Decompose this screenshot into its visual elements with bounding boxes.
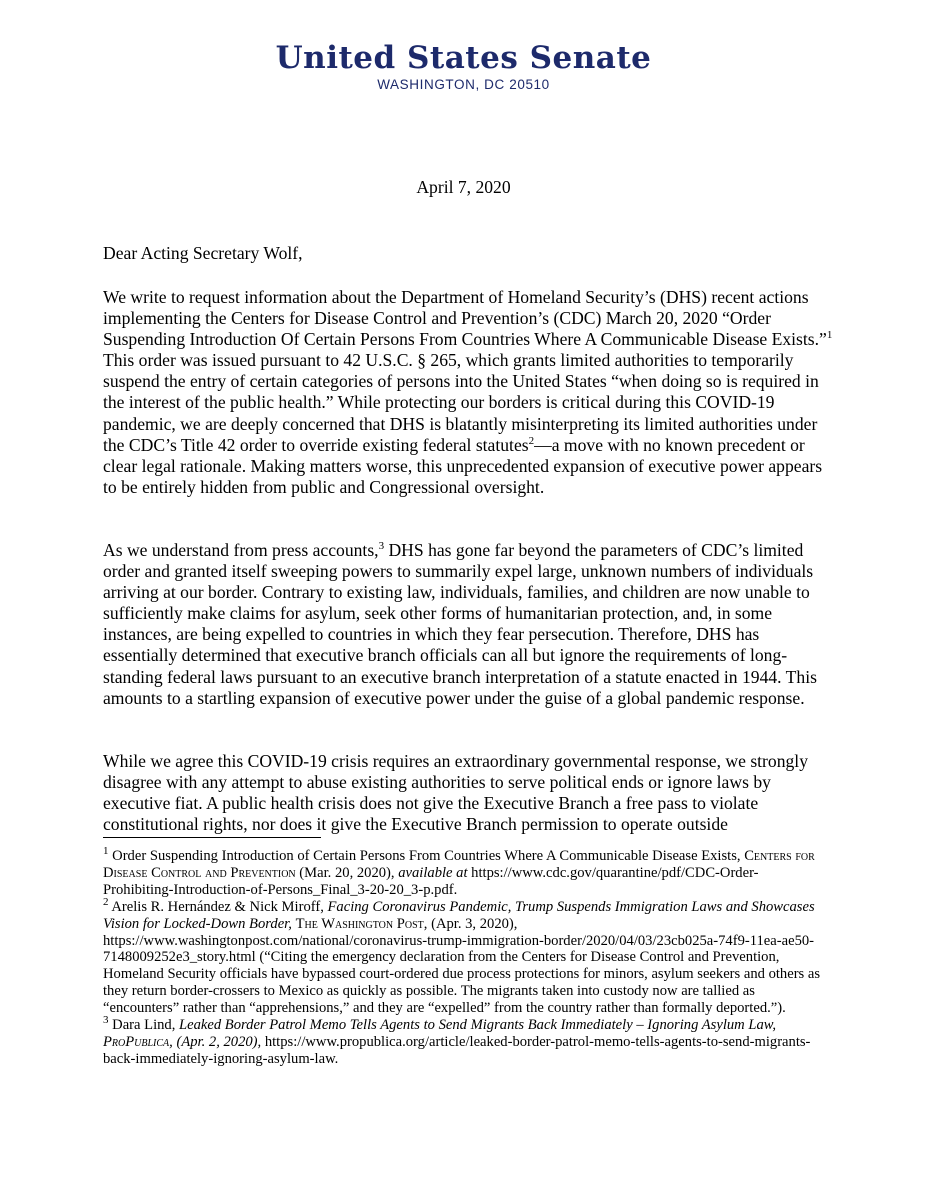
footnote-2 (103, 895, 823, 1017)
footnote-url: https://www.propublica.org/article/leaked-border-patrol-memo-tells-agents-to-send-migrants-back-immediately-ignoring-asylum-law. (103, 1033, 811, 1067)
footnote-text: Dara Lind, (108, 1017, 180, 1034)
footnotes (103, 845, 823, 1068)
footnote-3 (103, 1014, 823, 1068)
footnote-ref-1: 1 (826, 329, 833, 342)
footnote-source: ProPublica (103, 1033, 170, 1050)
footnote-text: Order Suspending Introduction of Certain Persons From Countries Where A Communicable Disease Exists, (108, 848, 745, 864)
paragraph-2-text-b: DHS has gone far beyond the parameters of CDC’s limited order and granted itself sweeping powers to summarily expel large, unknown numbers of individuals arriving at our border. Contrary to existing law, individuals, families, and children are now unable to sufficiently make claims for asylum, seek other forms of humanitarian protection, and, in some instances, are being expelled to countries in which they fear persecution. Therefore, DHS has essentially determined that executive branch officials can all but ignore the requirements of long-standing federal laws pursuant to an executive branch interpretation of a statute enacted in 1944. This amounts to a startling expansion of executive power under the guise of a global pandemic response. (103, 540, 817, 708)
footnote-divider (103, 837, 321, 838)
paragraph-3: While we agree this COVID-19 crisis requires an extraordinary governmental response, we strongly disagree with any attempt to abuse existing authorities to serve political ends or ignore laws by executive fiat. A public health crisis does not give the Executive Branch a free pass to violate constitutional rights, nor does it give the Executive Branch permission to operate outside (103, 751, 808, 835)
footnote-text: Arelis R. Hernández & Nick Miroff, (108, 898, 328, 915)
letterhead-address: WASHINGTON, DC 20510 (377, 77, 550, 92)
letterhead-title: United States Senate (275, 40, 652, 76)
footnote-text: , (Apr. 3, 2020), https://www.washingtonpost.com/national/coronavirus-trump-immigration-border/2020/04/03/23cb025a-74f9-11ea-ae50-7148009252e3_story.html (“Citing the emergency declaration from the Centers for Disease Control and Prevention, Homeland Security officials have bypassed court-ordered due process protections for minors, asylum seekers and others as they return border-crossers to Mexico as quickly as possible. The migrants taken into custody now are tallied as “encounters” rather than “apprehensions,” and they are “expelled” from the country rather than formally deported.”). (103, 915, 821, 1017)
letter-date: April 7, 2020 (416, 177, 511, 197)
footnote-url: https://www.cdc.gov/quarantine/pdf/CDC-Order-Prohibiting-Introduction-of-Persons_Final_3-20-20_3-p.pdf. (103, 864, 759, 898)
paragraph-1-text-a: We write to request information about the Department of Homeland Security’s (DHS) recent actions implementing the Centers for Disease Control and Prevention’s (CDC) March 20, 2020 “Order Suspending Introduction Of Certain Persons From Countries Where A Communicable Disease Exists.” (103, 287, 827, 350)
footnote-number: 2 (103, 895, 109, 908)
footnote-italic: Leaked Border Patrol Memo Tells Agents to Send Migrants Back Immediately – Ignoring Asylum Law, (179, 1017, 777, 1034)
footnote-number: 1 (103, 845, 109, 858)
footnote-source: Centers for Disease Control and Prevention (103, 848, 815, 881)
footnote-source: The Washington Post (295, 915, 424, 932)
salutation: Dear Acting Secretary Wolf, (103, 243, 303, 263)
footnote-1 (103, 845, 823, 899)
paragraph-2-text-a: As we understand from press accounts, (103, 540, 379, 560)
paragraph-2 (103, 540, 833, 709)
footnote-italic: Facing Coronavirus Pandemic, Trump Suspends Immigration Laws and Showcases Vision for Locked-Down Border, (103, 898, 815, 932)
footnote-text: (Mar. 20, 2020), (295, 864, 399, 881)
footnote-ref-3: 3 (378, 540, 385, 553)
footnote-number: 3 (103, 1014, 109, 1027)
paragraph-1 (103, 287, 833, 498)
footnote-italic: available at (398, 864, 468, 881)
paragraph-1-text-c: —a move with no known precedent or clear legal rationale. Making matters worse, this unprecedented expansion of executive power appears to be entirely hidden from public and Congressional oversight. (103, 434, 823, 497)
footnote-ref-2: 2 (528, 434, 535, 447)
paragraph-1-text-b: This order was issued pursuant to 42 U.S.C. § 265, which grants limited authorities to temporarily suspend the entry of certain categories of persons into the United States “when doing so is required in the interest of the public health.” While protecting our borders is critical during this COVID-19 pandemic, we are deeply concerned that DHS is blatantly misinterpreting its limited authorities under the CDC’s Title 42 order to override existing federal statutes (103, 350, 819, 455)
footnote-italic: , (Apr. 2, 2020), (169, 1033, 262, 1050)
